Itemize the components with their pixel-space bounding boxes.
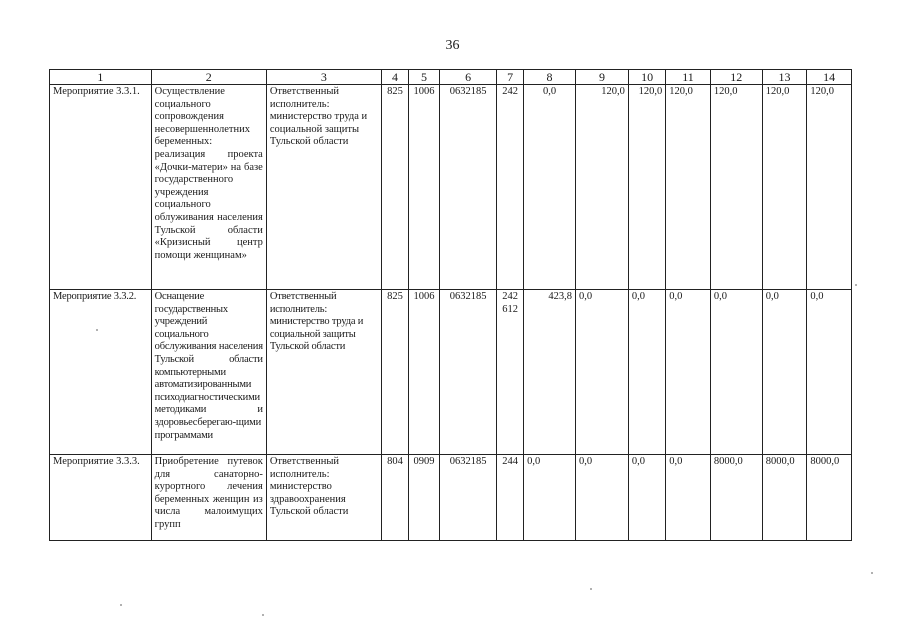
col-header-10: 10 bbox=[628, 70, 665, 85]
col-header-2: 2 bbox=[151, 70, 266, 85]
col-header-12: 12 bbox=[710, 70, 762, 85]
measure-description: Осуществление социального сопровождения несовершеннолетних беременных: реализация проекта «Дочки-матери» на базе государственного учреждения социального облуживания населения Тульской области «Кризисный центр помощи женщинам» bbox=[151, 85, 266, 290]
cell-value-12: 8000,0 bbox=[710, 455, 762, 541]
cell-vr: 244 bbox=[497, 455, 524, 541]
col-header-14: 14 bbox=[807, 70, 852, 85]
measure-description: Приобретение путевок для санаторно-курортного лечения беременных женщин из числа малоимущих групп bbox=[151, 455, 266, 541]
col-header-5: 5 bbox=[408, 70, 439, 85]
page-number: 36 bbox=[445, 38, 460, 53]
cell-value-14: 0,0 bbox=[807, 290, 852, 455]
cell-value-8: 0,0 bbox=[524, 85, 576, 290]
col-header-8: 8 bbox=[524, 70, 576, 85]
cell-value-14: 8000,0 bbox=[807, 455, 852, 541]
responsible-executor: Ответственный исполнитель: министерство труда и социальной защиты Тульской области bbox=[266, 85, 381, 290]
cell-value-12: 0,0 bbox=[710, 290, 762, 455]
cell-vr: 242 612 bbox=[497, 290, 524, 455]
cell-value-13: 120,0 bbox=[762, 85, 807, 290]
col-header-6: 6 bbox=[440, 70, 497, 85]
scan-speck bbox=[590, 588, 592, 590]
scan-speck bbox=[871, 572, 873, 574]
table-row bbox=[50, 290, 852, 455]
col-header-7: 7 bbox=[497, 70, 524, 85]
cell-value-13: 8000,0 bbox=[762, 455, 807, 541]
cell-csr: 0632185 bbox=[440, 85, 497, 290]
cell-value-10: 0,0 bbox=[628, 455, 665, 541]
cell-rzpr: 0909 bbox=[408, 455, 439, 541]
col-header-4: 4 bbox=[381, 70, 408, 85]
responsible-executor: Ответственный исполнитель: министерство здравоохранения Тульской области bbox=[266, 455, 381, 541]
cell-value-8: 0,0 bbox=[524, 455, 576, 541]
table-row bbox=[50, 85, 852, 290]
measure-name: Мероприятие 3.3.3. bbox=[50, 455, 152, 541]
cell-grbs: 825 bbox=[381, 85, 408, 290]
cell-value-8: 423,8 bbox=[524, 290, 576, 455]
budget-table bbox=[49, 69, 852, 541]
cell-value-11: 0,0 bbox=[666, 290, 711, 455]
cell-grbs: 825 bbox=[381, 290, 408, 455]
responsible-executor: Ответственный исполнитель: министерство труда и социальной защиты Тульской области bbox=[266, 290, 381, 455]
cell-value-9: 120,0 bbox=[575, 85, 628, 290]
scan-speck bbox=[96, 329, 98, 331]
cell-vr: 242 bbox=[497, 85, 524, 290]
header-row bbox=[50, 70, 852, 85]
scan-speck bbox=[120, 604, 122, 606]
cell-csr: 0632185 bbox=[440, 455, 497, 541]
cell-value-10: 120,0 bbox=[628, 85, 665, 290]
cell-rzpr: 1006 bbox=[408, 85, 439, 290]
scan-speck bbox=[855, 284, 857, 286]
cell-value-11: 120,0 bbox=[666, 85, 711, 290]
col-header-1: 1 bbox=[50, 70, 152, 85]
cell-grbs: 804 bbox=[381, 455, 408, 541]
col-header-9: 9 bbox=[575, 70, 628, 85]
col-header-11: 11 bbox=[666, 70, 711, 85]
cell-csr: 0632185 bbox=[440, 290, 497, 455]
col-header-13: 13 bbox=[762, 70, 807, 85]
scan-speck bbox=[262, 614, 264, 616]
measure-name: Мероприятие 3.3.2. bbox=[50, 290, 152, 455]
cell-value-13: 0,0 bbox=[762, 290, 807, 455]
measure-description: Оснащение государственных учреждений социального обслуживания населения Тульской области компьютерными автоматизированными психодиагностическими методиками и здоровьесберегаю-щими программами bbox=[151, 290, 266, 455]
cell-value-12: 120,0 bbox=[710, 85, 762, 290]
cell-value-9: 0,0 bbox=[575, 455, 628, 541]
cell-value-14: 120,0 bbox=[807, 85, 852, 290]
cell-value-10: 0,0 bbox=[628, 290, 665, 455]
measure-name: Мероприятие 3.3.1. bbox=[50, 85, 152, 290]
col-header-3: 3 bbox=[266, 70, 381, 85]
table-row bbox=[50, 455, 852, 541]
cell-rzpr: 1006 bbox=[408, 290, 439, 455]
cell-value-9: 0,0 bbox=[575, 290, 628, 455]
cell-value-11: 0,0 bbox=[666, 455, 711, 541]
